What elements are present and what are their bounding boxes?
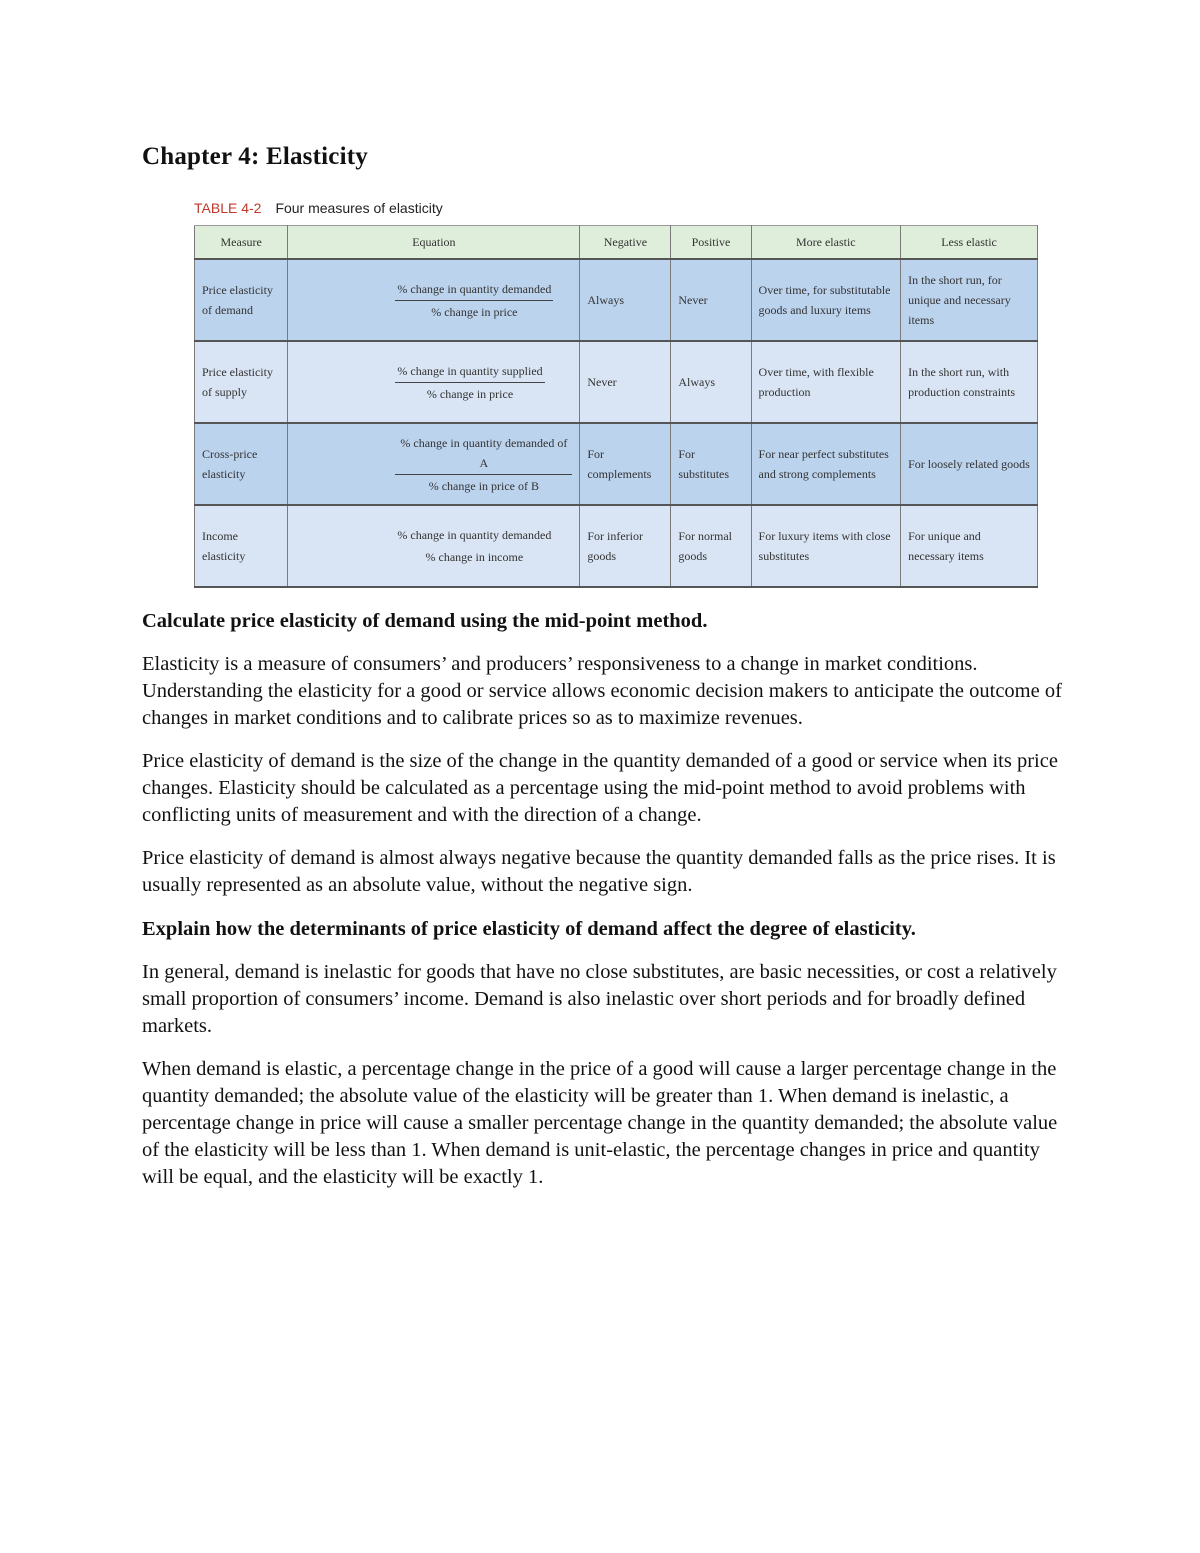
equation-denominator: % change in price of B: [428, 478, 540, 493]
body-text: [142, 607, 1072, 1207]
cell-negative: For complements: [580, 423, 671, 505]
equation-numerator: % change in quantity demanded of A: [395, 433, 572, 475]
equation-numerator: % change in quantity demanded: [397, 528, 552, 542]
table-caption-title: Four measures of elasticity: [275, 200, 443, 216]
cell-equation: [288, 341, 580, 423]
equation-fraction: [395, 433, 572, 496]
elasticity-table: [194, 225, 1038, 588]
table-row: [195, 341, 1038, 423]
header-measure: Measure: [195, 226, 288, 260]
cell-more-elastic: Over time, for substitutable goods and luxury items: [751, 259, 901, 341]
header-negative: Negative: [580, 226, 671, 260]
cell-less-elastic: For unique and necessary items: [901, 505, 1038, 587]
table-row: [195, 505, 1038, 587]
cell-negative: Always: [580, 259, 671, 341]
table-row: [195, 259, 1038, 341]
cell-negative: For inferior goods: [580, 505, 671, 587]
table-row: [195, 423, 1038, 505]
equation-numerator: % change in quantity supplied: [395, 361, 544, 383]
cell-more-elastic: For luxury items with close substitutes: [751, 505, 901, 587]
cell-positive: Never: [671, 259, 751, 341]
cell-measure: Price elasticity of supply: [195, 341, 288, 423]
equation-fraction: [395, 361, 544, 404]
equation-fraction: [395, 525, 553, 567]
section-heading: Explain how the determinants of price elasticity of demand affect the degree of elasticity.: [142, 918, 916, 940]
cell-less-elastic: In the short run, with production constraints: [901, 341, 1038, 423]
equation-denominator: % change in income: [425, 550, 524, 564]
table-caption-number: TABLE 4-2: [194, 200, 262, 216]
header-less-elastic: Less elastic: [901, 226, 1038, 260]
section-heading: Calculate price elasticity of demand using the mid-point method.: [142, 610, 708, 632]
cell-positive: For normal goods: [671, 505, 751, 587]
cell-less-elastic: In the short run, for unique and necessary items: [901, 259, 1038, 341]
header-positive: Positive: [671, 226, 751, 260]
cell-measure: Cross-price elasticity: [195, 423, 288, 505]
cell-negative: Never: [580, 341, 671, 423]
equation-numerator: % change in quantity demanded: [395, 279, 553, 301]
cell-positive: For substitutes: [671, 423, 751, 505]
paragraph: Price elasticity of demand is the size of the change in the quantity demanded of a good or service when its price changes. Elasticity should be calculated as a percentage using the mid-point method to avoid problems with conflicting units of measurement and with the direction of a change.: [142, 750, 1058, 826]
paragraph: In general, demand is inelastic for goods that have no close substitutes, are basic necessities, or cost a relatively small proportion of consumers’ income. Demand is also inelastic over short periods and for broadly defined markets.: [142, 961, 1057, 1037]
table-header-row: [195, 226, 1038, 260]
cell-measure: Income elasticity: [195, 505, 288, 587]
equation-fraction: [395, 279, 553, 322]
cell-less-elastic: For loosely related goods: [901, 423, 1038, 505]
cell-positive: Always: [671, 341, 751, 423]
paragraph: Elasticity is a measure of consumers’ and producers’ responsiveness to a change in market conditions. Understanding the elasticity for a good or service allows economic decision makers to anticipate the outcome of changes in market conditions and to calibrate prices so as to maximize revenues.: [142, 653, 1062, 729]
cell-more-elastic: Over time, with flexible production: [751, 341, 901, 423]
table-caption: [194, 200, 443, 216]
header-equation: Equation: [288, 226, 580, 260]
cell-more-elastic: For near perfect substitutes and strong complements: [751, 423, 901, 505]
cell-equation: [288, 423, 580, 505]
cell-equation: [288, 505, 580, 587]
equation-denominator: % change in price: [426, 386, 514, 401]
header-more-elastic: More elastic: [751, 226, 901, 260]
cell-measure: Price elasticity of demand: [195, 259, 288, 341]
chapter-title: Chapter 4: Elasticity: [142, 143, 368, 170]
cell-equation: [288, 259, 580, 341]
paragraph: Price elasticity of demand is almost always negative because the quantity demanded falls as the price rises. It is usually represented as an absolute value, without the negative sign.: [142, 847, 1056, 896]
paragraph: When demand is elastic, a percentage change in the price of a good will cause a larger percentage change in the quantity demanded; the absolute value of the elasticity will be greater than 1. When demand is inelastic, a percentage change in price will cause a smaller percentage change in the quantity demanded; the absolute value of the elasticity will be less than 1. When demand is unit-elastic, the percentage changes in price and quantity will be equal, and the elasticity will be exactly 1.: [142, 1058, 1058, 1188]
equation-denominator: % change in price: [431, 304, 518, 319]
